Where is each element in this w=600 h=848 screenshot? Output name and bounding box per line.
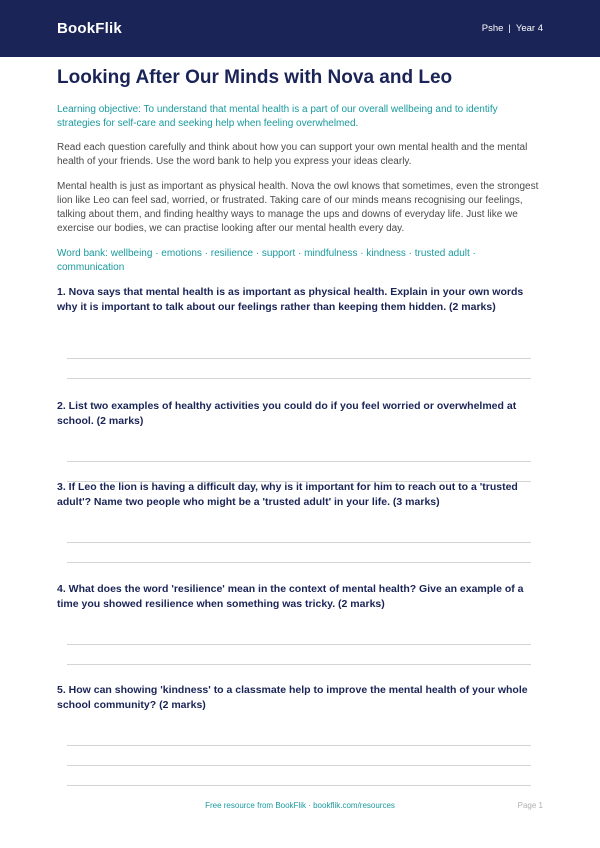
learning-objective: Learning objective: To understand that mental health is a part of our overall wellbeing and to identify strategies for self-care and seeking help when feeling overwhelmed. (57, 104, 498, 129)
brand-logo: BookFlik (57, 20, 122, 37)
answer-line[interactable] (67, 644, 531, 645)
answer-line[interactable] (67, 745, 531, 746)
footer-text: Free resource from BookFlik · bookflik.com/resources (205, 801, 395, 810)
year-label: Year 4 (515, 23, 543, 34)
question-1 (57, 285, 543, 314)
answer-line[interactable] (67, 461, 531, 462)
intro-text: Mental health is just as important as physical health. Nova the owl knows that sometimes, even the strongest lion like Leo can feel sad, worried, or frustrated. Taking care of our minds means recognising our feelings, talking about them, and finding healthy ways to manage the ups and downs of everyday life. Just like we exercise our bodies, we can practise looking after our mental health every day. (57, 181, 539, 234)
page-header (0, 0, 600, 57)
question-5 (57, 683, 543, 712)
header-meta (482, 23, 543, 34)
answer-line[interactable] (67, 358, 531, 359)
question-text: 3. If Leo the lion is having a difficult day, why is it important for him to reach out to a 'trusted adult'? Name two people who might be a 'trusted adult' in your life. (3 marks) (57, 481, 518, 508)
answer-line[interactable] (67, 378, 531, 379)
question-text: 2. List two examples of healthy activities you could do if you feel worried or overwhelmed at school. (2 marks) (57, 400, 517, 427)
page-number: Page 1 (517, 801, 543, 810)
page-title: Looking After Our Minds with Nova and Leo (57, 67, 453, 88)
answer-line[interactable] (67, 562, 531, 563)
question-text: 5. How can showing 'kindness' to a classmate help to improve the mental health of your whole school community? (2 marks) (57, 684, 528, 711)
question-4 (57, 582, 543, 611)
header-separator: | (508, 23, 511, 34)
instructions-text: Read each question carefully and think about how you can support your own mental health and the mental health of your friends. Use the word bank to help you express your ideas clearly. (57, 142, 528, 167)
question-3 (57, 480, 543, 509)
answer-line[interactable] (67, 765, 531, 766)
question-2 (57, 399, 543, 428)
answer-line[interactable] (67, 664, 531, 665)
question-text: 1. Nova says that mental health is as important as physical health. Explain in your own words why it is important to talk about our feelings rather than keeping them hidden. (2 marks) (57, 286, 524, 313)
answer-line[interactable] (67, 785, 531, 786)
worksheet-content (57, 64, 543, 274)
word-bank: Word bank: wellbeing · emotions · resilience · support · mindfulness · kindness · trusted adult · communication (57, 248, 476, 273)
question-text: 4. What does the word 'resilience' mean in the context of mental health? Give an example of a time you showed resilience when something was tricky. (2 marks) (57, 583, 524, 610)
answer-line[interactable] (67, 542, 531, 543)
subject-label: Pshe (481, 23, 504, 34)
